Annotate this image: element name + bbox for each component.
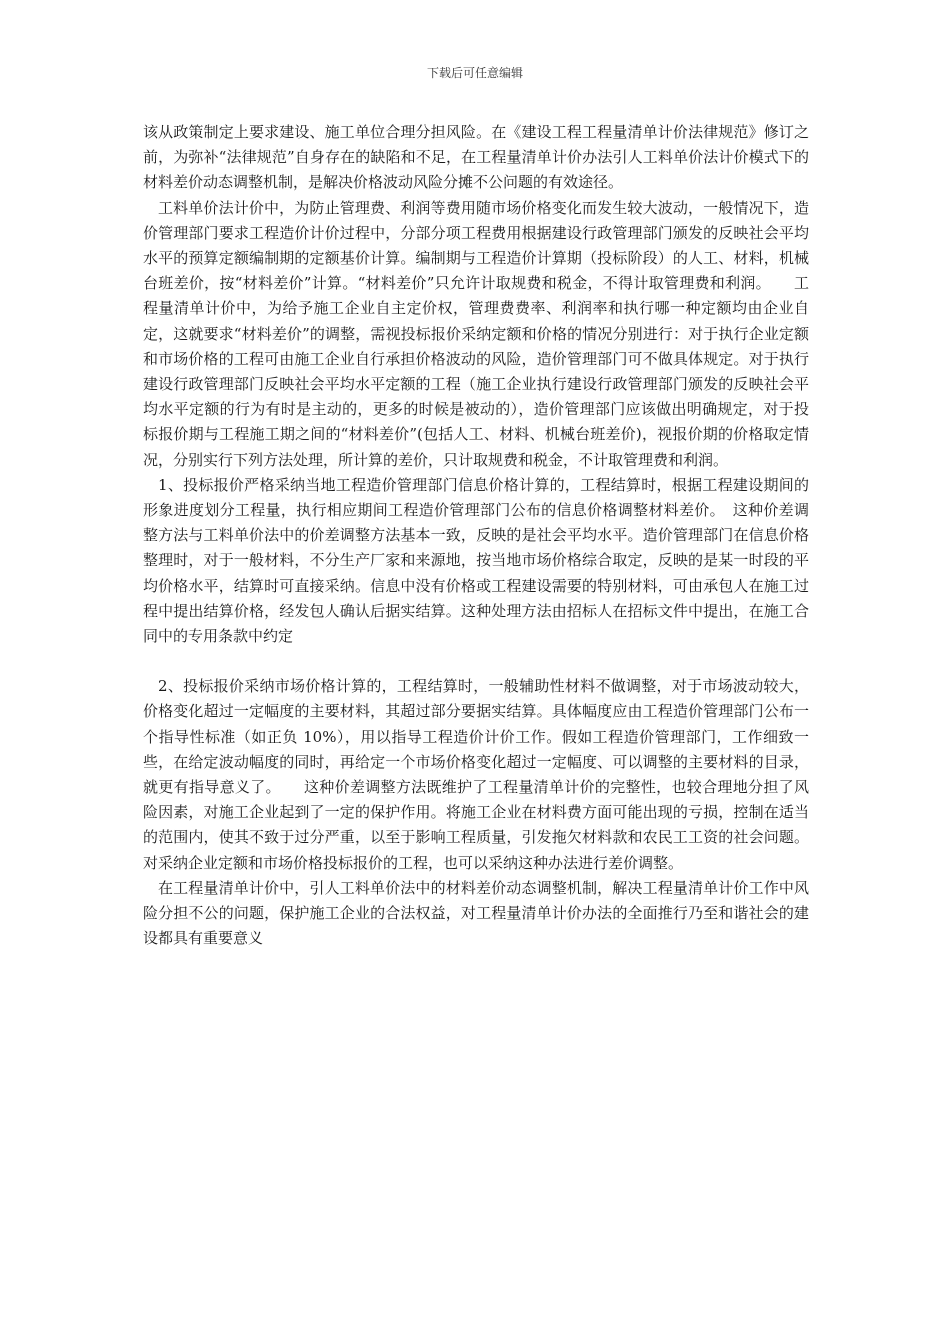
page-header: 下载后可任意编辑 [426,66,523,80]
paragraph-conclusion: 在工程量清单计价中，引人工料单价法中的材料差价动态调整机制，解决工程量清单计价工作中风险分担不公的问题，保护施工企业的合法权益，对工程量清单计价办法的全面推行乃至和谐社会的建设都具有重要意义 [143,878,809,948]
paragraph-intro-continued: 该从政策制定上要求建设、施工单位合理分担风险。在《建设工程工程量清单计价法律规范》修订之前，为弥补“法律规范”自身存在的缺陷和不足，在工程量清单计价办法引人工料单价法计价模式下的材料差价动态调整机制，是解决价格波动风险分摊不公问题的有效途径。 [143,123,809,192]
paragraph-unit-price-method: 工料单价法计价中，为防止管理费、利润等费用随市场价格变化而发生较大波动，一般情况下，造价管理部门要求工程造价计价过程中，分部分项工程费用根据建设行政管理部门颁发的反映社会平均水平的预算定额编制期的定额基价计算。编制期与工程造价计算期（投标阶段）的人工、材料，机械台班差价，按“材料差价”计算。“材料差价”只允许计取规费和税金，不得计取管理费和利润。 工程量清单计价中，为给予施工企业自主定价权，管理费费率、利润率和执行哪一种定额均由企业自定，这就要求“材料差价”的调整，需视投标报价采纳定额和价格的情况分别进行：对于执行企业定额和市场价格的工程可由施工企业自行承担价格波动的风险，造价管理部门可不做具体规定。对于执行建设行政管理部门反映社会平均水平定额的工程（施工企业执行建设行政管理部门颁发的反映社会平均水平定额的行为有时是主动的，更多的时候是被动的），造价管理部门应该做出明确规定，对于投标报价期与工程施工期之间的“材料差价”(包括人工、材料、机械台班差价)，视报价期的价格取定情况，分别实行下列方法处理，所计算的差价，只计取规费和税金，不计取管理费和利润。 [143,198,809,469]
paragraph-item-1: 1、投标报价严格采纳当地工程造价管理部门信息价格计算的，工程结算时，根据工程建设期间的形象进度划分工程量，执行相应期间工程造价管理部门公布的信息价格调整材料差价。 这种价差调整方法与工料单价法中的价差调整方法基本一致，反映的是社会平均水平。造价管理部门在信息价格整理时，对于一般材料，不分生产厂家和来源地，按当地市场价格综合取定，反映的是某一时段的平均价格水平，结算时可直接采纳。信息中没有价格或工程建设需要的特别材料，可由承包人在施工过程中提出结算价格，经发包人确认后据实结算。这种处理方法由招标人在招标文件中提出，在施工合同中的专用条款中约定 [143,475,809,646]
document-body [143,120,809,952]
paragraph-item-2: 2、投标报价采纳市场价格计算的，工程结算时，一般辅助性材料不做调整，对于市场波动较大，价格变化超过一定幅度的主要材料，其超过部分要据实结算。具体幅度应由工程造价管理部门公布一个指导性标准（如正负 10%），用以指导工程造价计价工作。假如工程造价管理部门，工作细致一些，在给定波动幅度的同时，再给定一个市场价格变化超过一定幅度、可以调整的主要材料的目录，就更有指导意义了。 这种价差调整方法既维护了工程量清单计价的完整性，也较合理地分担了风险因素，对施工企业起到了一定的保护作用。将施工企业在材料费方面可能出现的亏损，控制在适当的范围内，使其不致于过分严重，以至于影响工程质量，引发拖欠材料款和农民工工资的社会问题。对采纳企业定额和市场价格投标报价的工程，也可以采纳这种办法进行差价调整。 [143,677,809,872]
